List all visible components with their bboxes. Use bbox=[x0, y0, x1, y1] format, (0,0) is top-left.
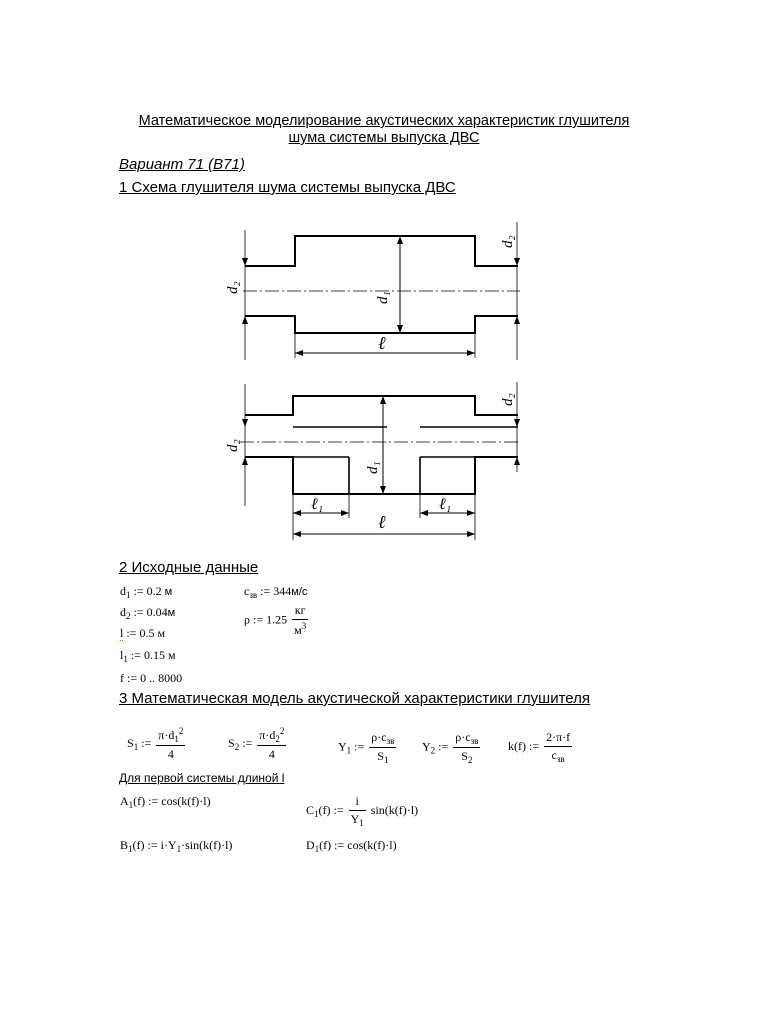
formula-d1 bbox=[306, 838, 397, 854]
rho-unit-den-base: м bbox=[294, 623, 302, 637]
s1-num-sub: 1 bbox=[174, 734, 179, 744]
y2-num-sub: зв bbox=[470, 736, 479, 746]
d2-unit: м bbox=[167, 607, 176, 619]
input-d1 bbox=[120, 584, 172, 600]
s1-lhs: S bbox=[127, 735, 134, 750]
y2-den-base: S bbox=[461, 749, 468, 763]
b1-sub: 1 bbox=[128, 844, 133, 854]
d1-name: d bbox=[120, 584, 126, 598]
l-name: l bbox=[120, 626, 124, 640]
l-label: ℓ bbox=[378, 333, 386, 353]
formula-s2: $S_2$ := $\frac{\pi\cdot d_2^2}{4}$ bbox=[228, 726, 285, 761]
s1-fraction bbox=[156, 726, 185, 762]
l1-name: l bbox=[120, 648, 124, 662]
k-num: 2·π·f bbox=[544, 730, 572, 747]
input-c bbox=[244, 584, 307, 600]
k-fraction bbox=[544, 730, 572, 764]
rho-unit bbox=[292, 603, 308, 638]
y1-fraction bbox=[369, 730, 396, 765]
d1-value: := 0.2 bbox=[133, 584, 162, 598]
d1-unit: м bbox=[164, 586, 173, 598]
formula-s1: $S_1$ := $\frac{\pi\cdot d_1^2}{4}$ bbox=[127, 726, 184, 761]
l1-value: := 0.15 bbox=[130, 648, 165, 662]
d1-sub: 1 bbox=[126, 590, 131, 600]
a1-lhs: A bbox=[120, 794, 129, 808]
input-rho bbox=[244, 603, 310, 638]
input-f: f := 0 .. 8000 bbox=[120, 671, 183, 685]
l1-right-label: ℓ₁ bbox=[439, 496, 452, 513]
s2-num bbox=[257, 726, 286, 746]
y2-fraction bbox=[453, 730, 480, 765]
formula-a1 bbox=[120, 794, 211, 810]
c1-den-base: Y bbox=[350, 812, 360, 826]
d2-left-label-2: d₂ bbox=[225, 439, 241, 452]
b1-rhs-b: ·sin(k(f)·l) bbox=[181, 838, 233, 852]
d2-name: d bbox=[120, 605, 126, 619]
l-unit: м bbox=[157, 626, 166, 640]
k-lhs: k(f) := bbox=[508, 738, 540, 753]
l1-left-label: ℓ₁ bbox=[311, 496, 324, 513]
y1-num bbox=[369, 730, 396, 748]
s1-num-sup: 2 bbox=[178, 726, 184, 736]
c-name: c bbox=[244, 584, 250, 598]
d2-right-label: d₂ bbox=[500, 235, 516, 248]
rho-unit-pow: 3 bbox=[301, 621, 307, 631]
y1-sub: 1 bbox=[346, 745, 352, 756]
title-line-2: шума системы выпуска ДВС bbox=[288, 130, 480, 146]
formula-k bbox=[508, 730, 574, 764]
y2-lhs: Y bbox=[422, 739, 431, 754]
y1-num-sub: зв bbox=[386, 736, 395, 746]
b1-lhs: B bbox=[120, 838, 129, 852]
s2-lhs: S bbox=[228, 735, 235, 750]
y2-den bbox=[453, 748, 480, 765]
input-l bbox=[120, 626, 165, 641]
variant-label: Вариант 71 (В71) bbox=[119, 156, 245, 173]
c1-den-sub: 1 bbox=[359, 818, 364, 828]
y1-den-base: S bbox=[377, 749, 384, 763]
c1-rhs-post: sin(k(f)·l) bbox=[370, 802, 419, 817]
c1-rhs-pre: (f) := bbox=[318, 802, 344, 817]
s1-num-base: π·d bbox=[158, 728, 175, 742]
d1f-sub: 1 bbox=[314, 844, 320, 854]
first-system-label: Для первой системы длиной l bbox=[119, 771, 285, 785]
l-value: := 0.5 bbox=[126, 626, 155, 640]
c1-num: i bbox=[349, 794, 366, 811]
input-l1 bbox=[120, 648, 176, 664]
formula-y1: $Y_1$ := $\frac{\rho\cdot c_{зв}}{S_1}$ bbox=[338, 730, 395, 765]
d1f-lhs: D bbox=[306, 838, 315, 852]
rho-value: ρ := 1.25 bbox=[244, 612, 288, 627]
y1-den-sub: 1 bbox=[383, 755, 389, 765]
muffler-diagram-2 bbox=[215, 382, 525, 542]
title-line-1: Математическое моделирование акустических характеристик глушителя bbox=[138, 113, 630, 129]
s2-num-sub: 2 bbox=[275, 734, 280, 744]
k-den-base: c bbox=[551, 748, 557, 762]
formula-b1 bbox=[120, 838, 232, 854]
s2-fraction bbox=[257, 726, 286, 762]
l-label-2: ℓ bbox=[378, 512, 386, 532]
d2-right-label-2: d₂ bbox=[500, 393, 516, 406]
s2-num-sup: 2 bbox=[279, 726, 285, 736]
y2-den-sub: 2 bbox=[467, 755, 473, 765]
s2-den: 4 bbox=[268, 747, 275, 761]
a1-sub: 1 bbox=[128, 800, 134, 810]
page-title bbox=[0, 113, 768, 147]
y2-num bbox=[453, 730, 480, 748]
a1-rhs: (f) := cos(k(f)·l) bbox=[133, 794, 211, 808]
d1-label: d₁ bbox=[375, 291, 391, 304]
y1-lhs: Y bbox=[338, 739, 347, 754]
k-den-sub: зв bbox=[556, 754, 565, 764]
section-1-heading: 1 Схема глушителя шума системы выпуска ДВС bbox=[119, 179, 456, 196]
d1-label-2: d₁ bbox=[365, 461, 381, 474]
s1-num bbox=[156, 726, 185, 746]
d2-left-label: d₂ bbox=[225, 281, 241, 294]
d1f-rhs: (f) := cos(k(f)·l) bbox=[319, 838, 397, 852]
c-unit: м/с bbox=[291, 586, 308, 598]
c1-sub: 1 bbox=[314, 808, 319, 819]
y2-sub: 2 bbox=[430, 745, 436, 756]
c1-lhs: C bbox=[306, 802, 315, 817]
y2-num-base: ρ·c bbox=[455, 730, 471, 744]
s2-num-base: π·d bbox=[259, 728, 276, 742]
rho-unit-den bbox=[292, 620, 308, 638]
l1-sub: 1 bbox=[123, 654, 128, 664]
b1-rhs-a: (f) := i·Y bbox=[132, 838, 177, 852]
muffler-diagram-1 bbox=[215, 222, 525, 360]
d2-value: := 0.04 bbox=[133, 605, 168, 619]
s1-den: 4 bbox=[167, 747, 174, 761]
l1-unit: м bbox=[167, 648, 176, 662]
input-d2 bbox=[120, 605, 175, 621]
formula-y2: $Y_2$ := $\frac{\rho\cdot c_{зв}}{S_2}$ bbox=[422, 730, 479, 765]
formula-c1 bbox=[306, 794, 418, 828]
y1-num-base: ρ·c bbox=[371, 730, 387, 744]
c1-den bbox=[349, 811, 366, 828]
s1-sub: 1 bbox=[133, 741, 139, 752]
rho-unit-num: кг bbox=[292, 603, 308, 620]
section-3-heading: 3 Математическая модель акустической характеристики глушителя bbox=[119, 690, 591, 707]
c-value: := 344 bbox=[260, 584, 292, 598]
s2-sub: 2 bbox=[234, 741, 240, 752]
c-sub: зв bbox=[249, 590, 258, 600]
k-den bbox=[544, 747, 572, 764]
section-2-heading: 2 Исходные данные bbox=[119, 559, 259, 576]
c1-fraction bbox=[349, 794, 366, 828]
d2-sub: 2 bbox=[126, 611, 131, 621]
y1-den bbox=[369, 748, 396, 765]
b1-rhs-sub: 1 bbox=[176, 844, 182, 854]
